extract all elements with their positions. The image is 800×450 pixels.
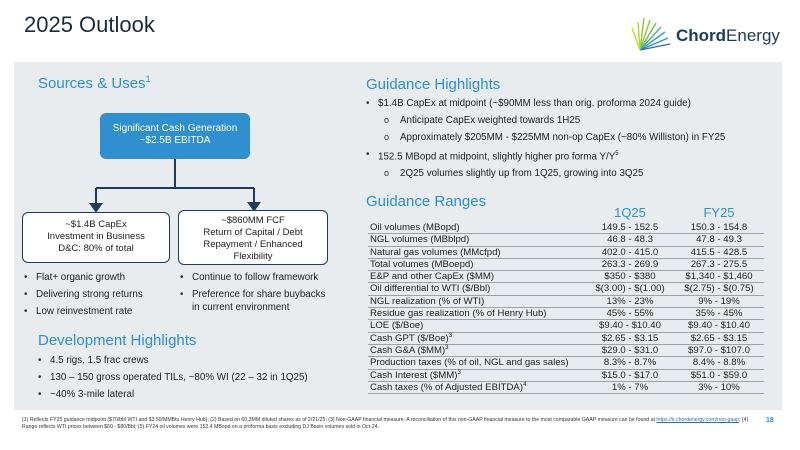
page-number: 18: [766, 417, 774, 424]
value-1q25: 149.5 - 152.5: [586, 222, 674, 234]
value-1q25: $9.40 - $10.40: [586, 320, 674, 332]
guidance-ranges-title: Guidance Ranges: [366, 193, 487, 210]
list-item: • ~40% 3-mile lateral: [38, 388, 358, 401]
table-row: [368, 222, 764, 234]
value-1q25: $29.0 - $31.0: [586, 344, 674, 356]
fcf-bullets: [180, 271, 330, 318]
table-row: [368, 332, 764, 344]
list-item: • Preference for share buybacks in current environment: [180, 288, 330, 314]
list-item: • Low reinvestment rate: [24, 305, 174, 318]
value-fy25: 35% - 45%: [674, 308, 764, 320]
column-header-1q25: 1Q25: [614, 204, 646, 220]
sources-uses-title: Sources & Uses$^1$: [38, 74, 151, 92]
value-1q25: 8.3% - 8.7%: [586, 357, 674, 369]
value-1q25: $350 - $380: [586, 271, 674, 283]
table-row: [368, 246, 764, 258]
table-row: [368, 234, 764, 246]
row-label: Oil volumes (MBopd): [368, 222, 586, 234]
row-label: Production taxes (% of oil, NGL and gas sales): [368, 357, 586, 369]
table-row: [368, 320, 764, 332]
list-item: • 4.5 rigs, 1.5 frac crews: [38, 354, 358, 367]
value-fy25: $51.0 - $59.0: [674, 369, 764, 381]
row-label: NGL volumes (MBblpd): [368, 234, 586, 246]
value-fy25: 415.5 - 428.5: [674, 246, 764, 258]
value-1q25: $15.0 - $17.0: [586, 369, 674, 381]
row-label: Cash taxes (% of Adjusted EBITDA)$^4$: [368, 381, 586, 393]
value-1q25: 45% - 55%: [586, 308, 674, 320]
guidance-ranges-table: [368, 204, 764, 394]
row-label: LOE ($/Boe): [368, 320, 586, 332]
row-label: Cash GPT ($/Boe)$^3$: [368, 332, 586, 344]
chord-sunburst-icon: [628, 10, 676, 58]
row-label: E&P and other CapEx ($MM): [368, 271, 586, 283]
value-1q25: 46.8 - 48.3: [586, 234, 674, 246]
row-label: Oil differential to WTI ($/Bbl): [368, 283, 586, 295]
value-fy25: $9.40 - $10.40: [674, 320, 764, 332]
value-fy25: 47.8 - 49.3: [674, 234, 764, 246]
capex-bullets: [24, 271, 174, 322]
row-label: Cash Interest ($MM)$^3$: [368, 369, 586, 381]
list-item: • Continue to follow framework: [180, 271, 330, 284]
value-1q25: 13% - 23%: [586, 295, 674, 307]
value-1q25: 263.3 - 269.9: [586, 258, 674, 270]
list-item: o Anticipate CapEx weighted towards 1H25: [366, 114, 776, 127]
table-row: [368, 295, 764, 307]
value-fy25: $1,340 - $1,460: [674, 271, 764, 283]
value-1q25: $2.65 - $3.15: [586, 332, 674, 344]
value-fy25: 267.3 - 275.5: [674, 258, 764, 270]
table-row: [368, 283, 764, 295]
table-row: [368, 369, 764, 381]
list-item: o 2Q25 volumes slightly up from 1Q25, growing into 3Q25: [366, 167, 776, 180]
value-fy25: $(2.75) - $(0.75): [674, 283, 764, 295]
table-row: [368, 381, 764, 393]
table-row: [368, 344, 764, 356]
guidance-bullets: [366, 97, 776, 184]
row-label: Residue gas realization (% of Henry Hub): [368, 308, 586, 320]
non-gaap-link[interactable]: https://ir.chordenergy.com/non-gaap: [656, 417, 740, 423]
value-1q25: 1% - 7%: [586, 381, 674, 393]
capex-box: ~$1.4B CapEx Investment in Business D&C: 80% of total: [22, 212, 170, 263]
row-label: NGL realization (% of WTI): [368, 295, 586, 307]
development-bullets: [38, 354, 358, 405]
list-item: • 152.5 MBopd at midpoint, slightly higher pro forma $Y/Y^5$: [366, 148, 776, 163]
value-1q25: 402.0 - 415.0: [586, 246, 674, 258]
fcf-box: ~$860MM FCF Return of Capital / Debt Repayment / Enhanced Flexibility: [178, 210, 328, 265]
list-item: • 130 – 150 gross operated TILs, ~80% WI (22 – 32 in 1Q25): [38, 371, 358, 384]
value-fy25: $97.0 - $107.0: [674, 344, 764, 356]
page-title: 2025 Outlook: [24, 12, 155, 37]
guidance-highlights-title: Guidance Highlights: [366, 76, 501, 93]
table-row: [368, 357, 764, 369]
footnote: (1) Reflects FY25 guidance midpoint ($70/bbl WTI and $3.50/MMBtu Henry Hub); (2) Based on 60.3MM diluted shares as of 2/21/25; (3) Non-GAAP financial measure. A reconciliation of this non-GAAP financial measure to the most comparable GAAP measure can be found at https://ir.chordenergy.com/non-gaap; (4) Range reflects WTI prices between $60 - $80/Bbl; (5) FY24 oil volumes were 152.4 MBopd on a proforma basis excluding DJ Basin volumes sold in Oct-24.: [22, 417, 749, 430]
value-fy25: 9% - 19%: [674, 295, 764, 307]
list-item: • $1.4B CapEx at midpoint (~$90MM less than orig. proforma 2024 guide): [366, 97, 776, 110]
table-header-row: [368, 204, 764, 222]
row-label: Total volumes (MBoepd): [368, 258, 586, 270]
table-row: [368, 308, 764, 320]
value-fy25: $2.65 - $3.15: [674, 332, 764, 344]
table-row: [368, 258, 764, 270]
row-label: Natural gas volumes (MMcfpd): [368, 246, 586, 258]
list-item: o Approximately $205MM - $225MM non-op CapEx (~80% Williston) in FY25: [366, 131, 776, 144]
list-item: • Delivering strong returns: [24, 288, 174, 301]
value-1q25: $(3.00) - $(1.00): [586, 283, 674, 295]
value-fy25: 150.3 - 154.8: [674, 222, 764, 234]
column-header-fy25: FY25: [703, 204, 735, 220]
value-fy25: 3% - 10%: [674, 381, 764, 393]
company-logo: [628, 10, 788, 58]
table-row: [368, 271, 764, 283]
development-title: Development Highlights: [38, 332, 197, 349]
row-label: Cash G&A ($MM)$^3$: [368, 344, 586, 356]
logo-wordmark: ChordEnergy: [676, 26, 780, 45]
list-item: • Flat+ organic growth: [24, 271, 174, 284]
cash-generation-box: Significant Cash Generation ~$2.5B EBITDA: [100, 113, 250, 159]
value-fy25: 8.4% - 8.8%: [674, 357, 764, 369]
